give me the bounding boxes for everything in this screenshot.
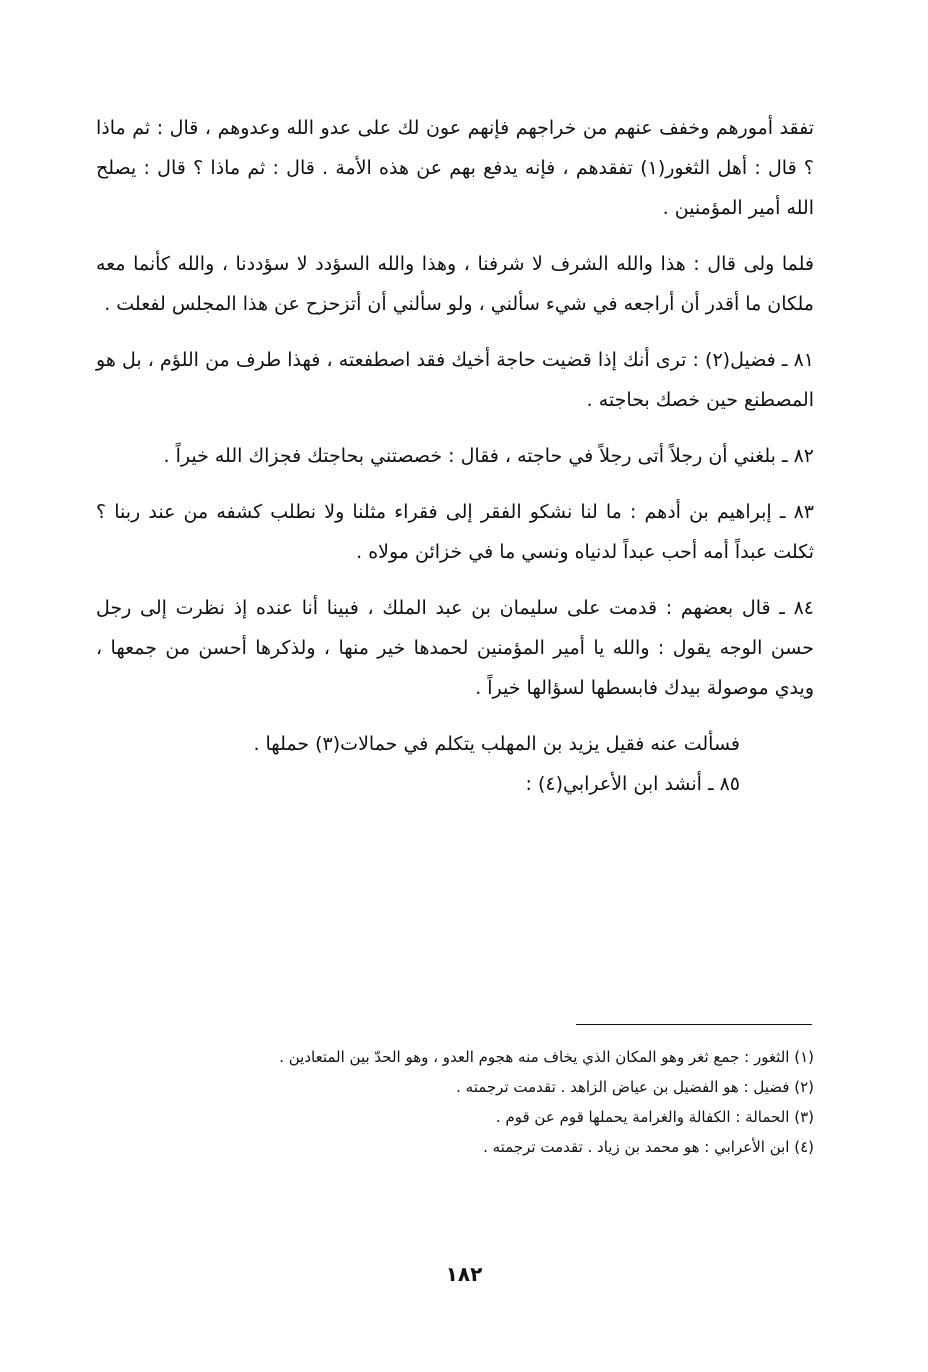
paragraph-85: ٨٥ ـ أنشد ابن الأعرابي(٤) : — [525, 773, 740, 795]
footnote-1: (١) الثغور : جمع ثغر وهو المكان الذي يخاف منه هجوم العدو ، وهو الحدّ بين المتعادين . — [279, 1048, 814, 1066]
page-number: ١٨٢ — [445, 1262, 483, 1286]
paragraph-84: ٨٤ ـ قال بعضهم : قدمت على سليمان بن عبد الملك ، فبينا أنا عنده إذ نظرت إلى رجل حسن الوجه يقول : والله يا أمير المؤمنين لحمدها خير منها ، ولذكرها أحسن من جمعها ، ويدي موصولة بيدك فابسطها لسؤالها خيراً . — [96, 597, 814, 699]
paragraph-84-continuation: فسألت عنه فقيل يزيد بن المهلب يتكلم في حمالات(٣) حملها . — [253, 733, 740, 755]
footnote-3: (٣) الحمالة : الكفالة والغرامة يحملها قوم عن قوم . — [495, 1108, 814, 1126]
footnotes — [96, 1044, 814, 1164]
footnote-separator — [576, 1024, 812, 1025]
paragraph-2: فلما ولى قال : هذا والله الشرف لا شرفنا ، وهذا والله السؤدد لا سؤددنا ، والله كأنما معه ملكان ما أقدر أن أراجعه في شيء سألني ، ولو سألني أن أتزحزح عن هذا المجلس لفعلت . — [96, 253, 814, 315]
footnote-2: (٢) فضيل : هو الفضيل بن عياض الزاهد . تقدمت ترجمته . — [456, 1078, 814, 1096]
paragraph-81: ٨١ ـ فضيل(٢) : ترى أنك إذا قضيت حاجة أخيك فقد اصطفعته ، فهذا طرف من اللؤم ، بل هو المصطنع حين خصك بحاجته . — [96, 349, 814, 411]
footnote-4: (٤) ابن الأعرابي : هو محمد بن زياد . تقدمت ترجمته . — [483, 1138, 814, 1156]
paragraph-1: تفقد أمورهم وخفف عنهم من خراجهم فإنهم عون لك على عدو الله وعدوهم ، قال : ثم ماذا ؟ قال : أهل الثغور(١) تفقدهم ، فإنه يدفع بهم عن هذه الأمة . قال : ثم ماذا ؟ قال : يصلح الله أمير المؤمنين . — [96, 117, 814, 219]
paragraph-82: ٨٢ ـ بلغني أن رجلاً أتى رجلاً في حاجته ، فقال : خصصتني بحاجتك فجزاك الله خيراً . — [163, 445, 814, 467]
main-text — [96, 108, 814, 804]
paragraph-83: ٨٣ ـ إبراهيم بن أدهم : ما لنا نشكو الفقر إلى فقراء مثلنا ولا نطلب كشفه من عند ربنا ؟ ثكلت عبداً أمه أحب عبداً لدنياه ونسي ما في خزائن مولاه . — [96, 501, 814, 563]
